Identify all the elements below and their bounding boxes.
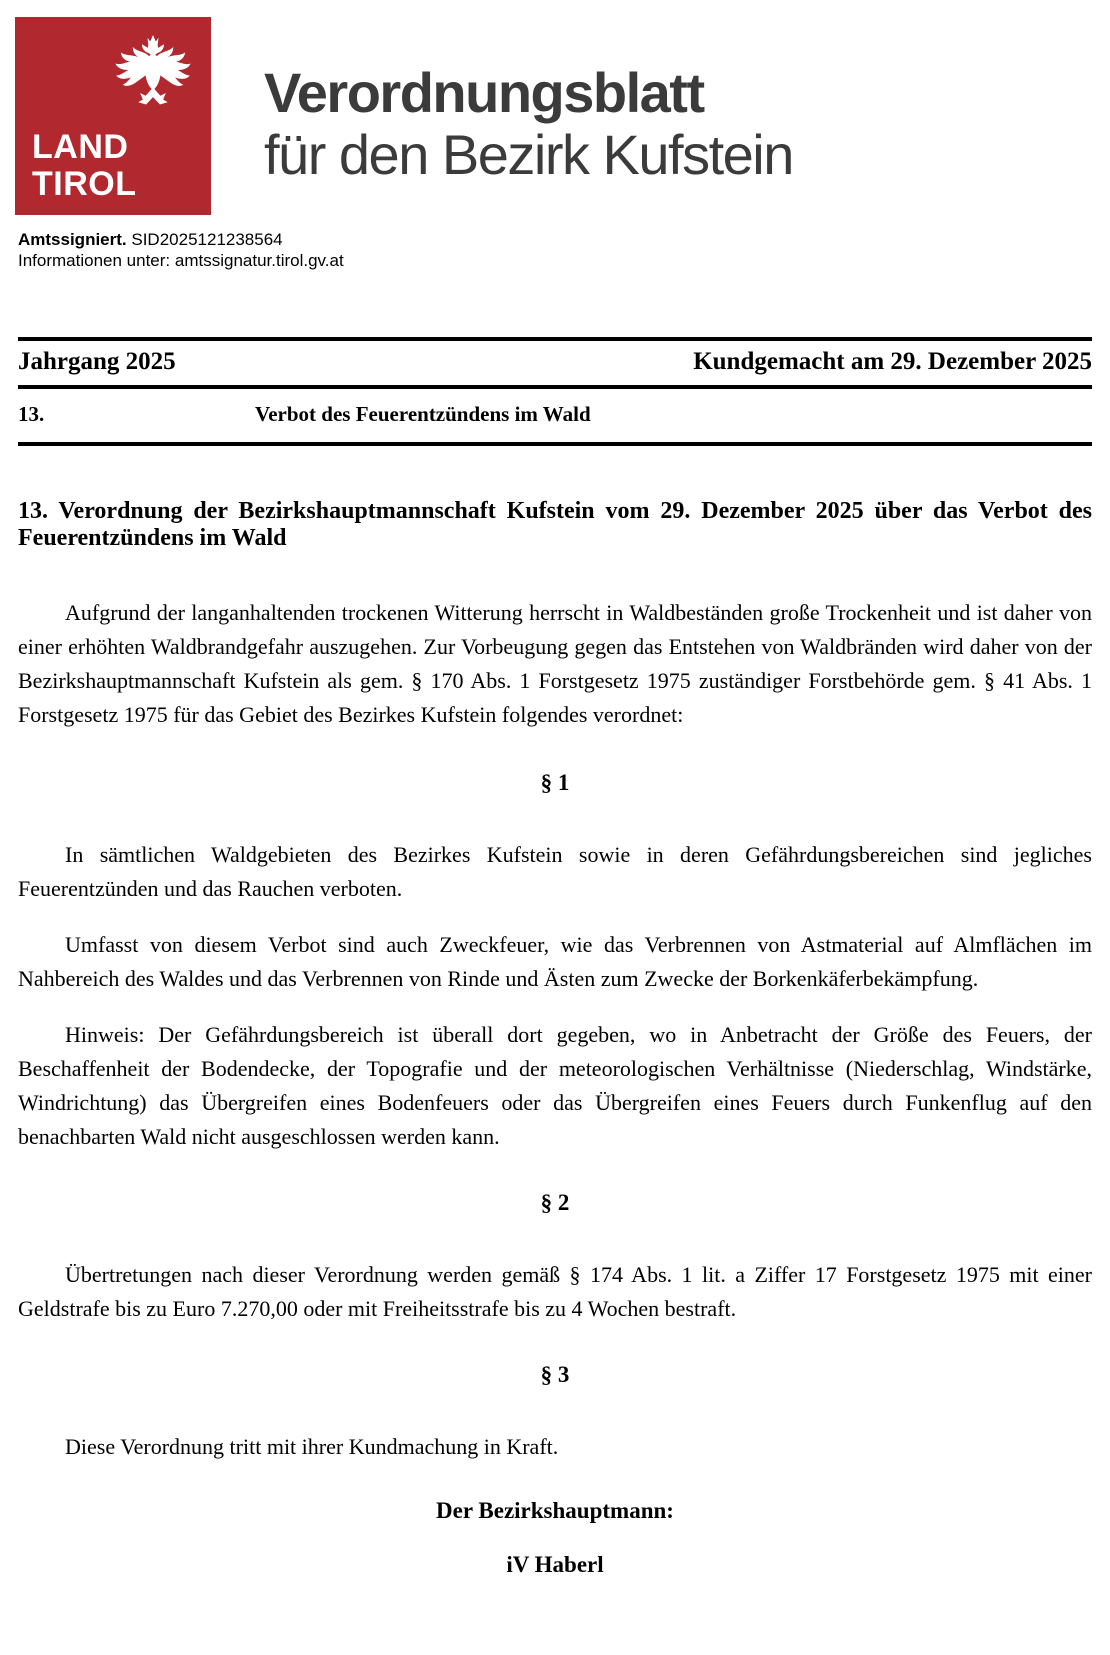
item-number: 13. — [18, 402, 45, 426]
masthead-published: Kundgemacht am 29. Dezember 2025 — [693, 348, 1092, 375]
amtssigniert-note — [18, 229, 1110, 271]
section-3-paragraph-1: Diese Verordnung tritt mit ihrer Kundmachung in Kraft. — [65, 1434, 559, 1459]
tirol-eagle-icon — [107, 27, 199, 113]
masthead-rule-bottom — [18, 442, 1092, 446]
document-body — [18, 498, 1092, 1582]
section-1-heading: § 1 — [540, 770, 570, 795]
masthead-row-item — [18, 389, 1092, 442]
amtssigniert-label: Amtssigniert. — [18, 230, 127, 249]
logo-text-line1: LAND — [32, 128, 129, 166]
title-line-2: für den Bezirk Kufstein — [264, 123, 793, 186]
masthead — [18, 337, 1092, 446]
signoff-title: Der Bezirkshauptmann: — [436, 1498, 674, 1523]
masthead-year: Jahrgang 2025 — [18, 348, 176, 375]
section-1-paragraph-3: Hinweis: Der Gefährdungsbereich ist überall dort gegeben, wo in Anbetracht der Größe des Feuers, der Beschaffenheit der Bodendecke, der Topografie und der meteorologischen Verhältnisse (Niederschlag, Windstärke, Windrichtung) das Übergreifen eines Bodenfeuers oder das Übergreifen eines Feuers durch Funkenflug auf den benachbarten Wald nicht ausgeschlossen werden kann. — [18, 1022, 1092, 1149]
header — [0, 0, 1110, 215]
logo-text-line2: TIROL — [32, 165, 137, 203]
section-1-paragraph-2: Umfasst von diesem Verbot sind auch Zweckfeuer, wie das Verbrennen von Astmaterial auf Almflächen im Nahbereich des Waldes und das Verbrennen von Rinde und Ästen zum Zwecke der Borkenkäferbekämpfung. — [18, 932, 1092, 991]
section-2-heading: § 2 — [540, 1190, 570, 1215]
intro-paragraph: Aufgrund der langanhaltenden trockenen Witterung herrscht in Waldbeständen große Trockenheit und ist daher von einer erhöhten Waldbrandgefahr auszugehen. Zur Vorbeugung gegen das Entstehen von Waldbränden wird daher von der Bezirkshauptmannschaft Kufstein als gem. § 170 Abs. 1 Forstgesetz 1975 zuständiger Forstbehörde gem. § 41 Abs. 1 Forstgesetz 1975 für das Gebiet des Bezirkes Kufstein folgendes verordnet: — [18, 600, 1092, 727]
logo-text — [32, 129, 136, 203]
page-title — [264, 62, 793, 186]
signoff-name: iV Haberl — [506, 1552, 604, 1577]
title-line-1: Verordnungsblatt — [264, 61, 704, 124]
section-3-heading: § 3 — [540, 1362, 570, 1387]
item-title: Verbot des Feuerentzündens im Wald — [255, 402, 591, 426]
section-1-paragraph-1: In sämtlichen Waldgebieten des Bezirkes Kufstein sowie in deren Gefährdungsbereichen sind jegliches Feuerentzünden und das Rauchen verboten. — [18, 842, 1092, 901]
section-2-paragraph-1: Übertretungen nach dieser Verordnung werden gemäß § 174 Abs. 1 lit. a Ziffer 17 Forstgesetz 1975 mit einer Geldstrafe bis zu Euro 7.270,00 oder mit Freiheitsstrafe bis zu 4 Wochen bestraft. — [18, 1262, 1092, 1321]
document-heading: 13. Verordnung der Bezirkshauptmannschaft Kufstein vom 29. Dezember 2025 über das Verbot des Feuerentzündens im Wald — [18, 498, 1092, 551]
amtssigniert-info: Informationen unter: amtssignatur.tirol.gv.at — [18, 251, 344, 270]
amtssigniert-sid: SID2025121238564 — [131, 230, 283, 249]
land-tirol-logo — [15, 17, 211, 215]
masthead-row-year — [18, 341, 1092, 385]
